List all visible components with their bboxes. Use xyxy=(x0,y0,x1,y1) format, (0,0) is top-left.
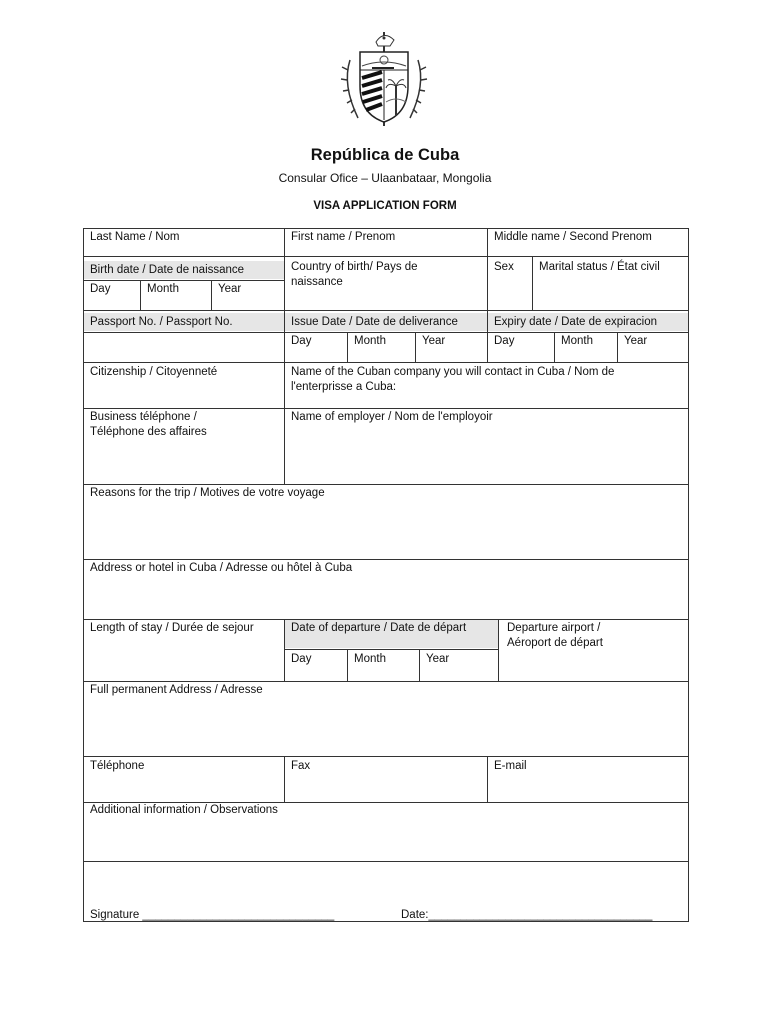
birth-day-label: Day xyxy=(90,283,111,295)
permanent-address-label: Full permanent Address / Adresse xyxy=(90,684,263,696)
length-of-stay-label: Length of stay / Durée de sejour xyxy=(90,622,254,634)
employer-label: Name of employer / Nom de l'employoir xyxy=(291,411,493,423)
last-name-label: Last Name / Nom xyxy=(90,231,180,243)
fax-label: Fax xyxy=(291,760,311,772)
consular-office: Consular Ofice – Ulaanbataar, Mongolia xyxy=(278,171,492,185)
departure-year-label: Year xyxy=(426,653,450,665)
telephone-label: Téléphone xyxy=(90,760,145,772)
trip-reasons-label: Reasons for the trip / Motives de votre voyage xyxy=(90,487,325,499)
coat-of-arms-emblem xyxy=(336,30,432,128)
birth-year-label: Year xyxy=(218,283,242,295)
expiry-date-label: Expiry date / Date de expiracion xyxy=(494,316,658,328)
departure-month-label: Month xyxy=(354,653,386,665)
departure-airport-label: Departure airport / Aéroport de départ xyxy=(507,622,603,649)
first-name-label: First name / Prenom xyxy=(291,231,396,243)
signature-line[interactable]: Signature ______________________________ xyxy=(90,909,335,921)
issue-year-label: Year xyxy=(422,335,446,347)
country-title: República de Cuba xyxy=(310,146,460,164)
departure-date-label: Date of departure / Date de départ xyxy=(291,622,467,634)
departure-day-label: Day xyxy=(291,653,312,665)
issue-month-label: Month xyxy=(354,335,386,347)
country-of-birth-label: Country of birth/ Pays de naissance xyxy=(291,261,418,288)
cuba-address-label: Address or hotel in Cuba / Adresse ou hôtel à Cuba xyxy=(90,562,353,574)
email-label: E-mail xyxy=(494,760,527,772)
birth-month-label: Month xyxy=(147,283,179,295)
marital-status-label: Marital status / État civil xyxy=(539,261,660,273)
middle-name-label: Middle name / Second Prenom xyxy=(494,231,652,243)
issue-date-label: Issue Date / Date de deliverance xyxy=(291,316,458,328)
citizenship-label: Citizenship / Citoyenneté xyxy=(90,366,218,378)
passport-number-label: Passport No. / Passport No. xyxy=(90,316,233,328)
cuban-company-label: Name of the Cuban company you will contact in Cuba / Nom de l'enterprisse a Cuba: xyxy=(291,366,615,393)
business-phone-label: Business téléphone / Téléphone des affaires xyxy=(90,411,207,438)
expiry-year-label: Year xyxy=(624,335,648,347)
expiry-month-label: Month xyxy=(561,335,593,347)
birth-date-label: Birth date / Date de naissance xyxy=(90,264,245,276)
issue-day-label: Day xyxy=(291,335,312,347)
expiry-day-label: Day xyxy=(494,335,515,347)
form-title: VISA APPLICATION FORM xyxy=(313,200,457,212)
additional-info-label: Additional information / Observations xyxy=(90,804,278,816)
sex-label: Sex xyxy=(494,261,514,273)
date-line[interactable]: Date:___________________________________ xyxy=(401,909,653,921)
